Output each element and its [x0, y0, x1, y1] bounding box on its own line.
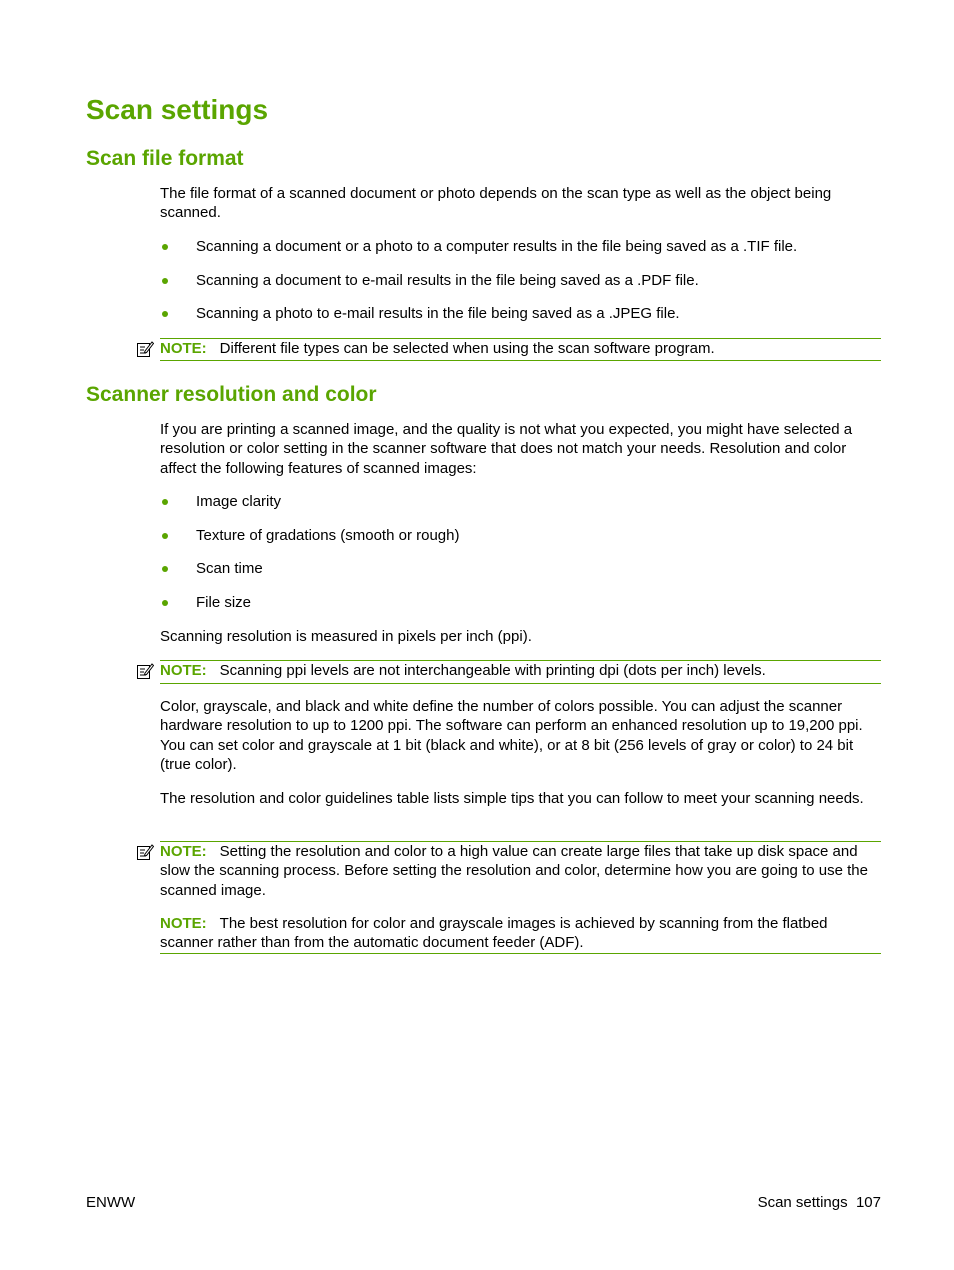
bullet-icon — [162, 244, 168, 250]
note-label: NOTE: — [160, 662, 207, 679]
list-item-text: Texture of gradations (smooth or rough) — [196, 527, 460, 544]
note-text: Different file types can be selected when using the scan software program. — [219, 340, 715, 357]
note-text: The best resolution for color and grayscale images is achieved by scanning from the flatbed scanner rather than from the automatic document feeder (ADF). — [160, 914, 828, 952]
note-label: NOTE: — [160, 340, 207, 357]
format-intro-paragraph: The file format of a scanned document or photo depends on the scan type as well as the object being scanned. — [160, 185, 832, 222]
footer-section-title: Scan settings — [757, 1194, 848, 1211]
list-item-text: File size — [196, 594, 252, 611]
note-block — [160, 660, 881, 684]
note-text: Setting the resolution and color to a high value can create large files that take up disk space and slow the scanning process. Before setting the resolution and color, determine how you are going to use the scanned image. — [160, 843, 868, 899]
color-paragraph: Color, grayscale, and black and white define the number of colors possible. You can adjust the scanner hardware resolution to up to 1200 ppi. The software can perform an enhanced resolution up to 19,200 ppi. You can set color and grayscale at 1 bit (black and white), or at 8 bit (256 levels of gray or color) to 24 bit (true color). — [160, 698, 863, 773]
bullet-icon — [162, 499, 168, 505]
list-item-text: Image clarity — [196, 493, 282, 510]
footer-left: ENWW — [86, 1194, 136, 1211]
list-item-text: Scanning a document or a photo to a computer results in the file being saved as a .TIF file. — [196, 238, 798, 255]
note-pencil-icon — [136, 662, 154, 680]
bullet-icon — [162, 278, 168, 284]
page-number: 107 — [855, 1194, 881, 1211]
bullet-icon — [162, 566, 168, 572]
note-text: Scanning ppi levels are not interchangeable with printing dpi (dots per inch) levels. — [219, 662, 766, 679]
resolution-intro-paragraph: If you are printing a scanned image, and the quality is not what you expected, you might have selected a resolution or color setting in the scanner software that does not match your needs. Resolution and color affect the following features of scanned images: — [160, 421, 853, 477]
note-pencil-icon — [136, 340, 154, 358]
note-pencil-icon — [136, 843, 154, 861]
bullet-icon — [162, 311, 168, 317]
footer-right — [758, 1193, 881, 1212]
guidelines-paragraph: The resolution and color guidelines table lists simple tips that you can follow to meet your scanning needs. — [160, 790, 864, 807]
note-label: NOTE: — [160, 843, 207, 860]
page-title: Scan settings — [86, 94, 269, 125]
note-block — [160, 338, 881, 361]
bullet-icon — [162, 600, 168, 606]
list-item-text: Scanning a photo to e-mail results in the file being saved as a .JPEG file. — [196, 305, 680, 322]
section-heading-scan-file-format: Scan file format — [86, 147, 244, 170]
list-item-text: Scan time — [196, 560, 263, 577]
note-label: NOTE: — [160, 914, 207, 932]
bullet-icon — [162, 533, 168, 539]
note-block — [160, 841, 881, 954]
section-heading-scanner-resolution: Scanner resolution and color — [86, 383, 377, 406]
list-item-text: Scanning a document to e-mail results in the file being saved as a .PDF file. — [196, 272, 699, 289]
ppi-paragraph: Scanning resolution is measured in pixels per inch (ppi). — [160, 628, 532, 645]
